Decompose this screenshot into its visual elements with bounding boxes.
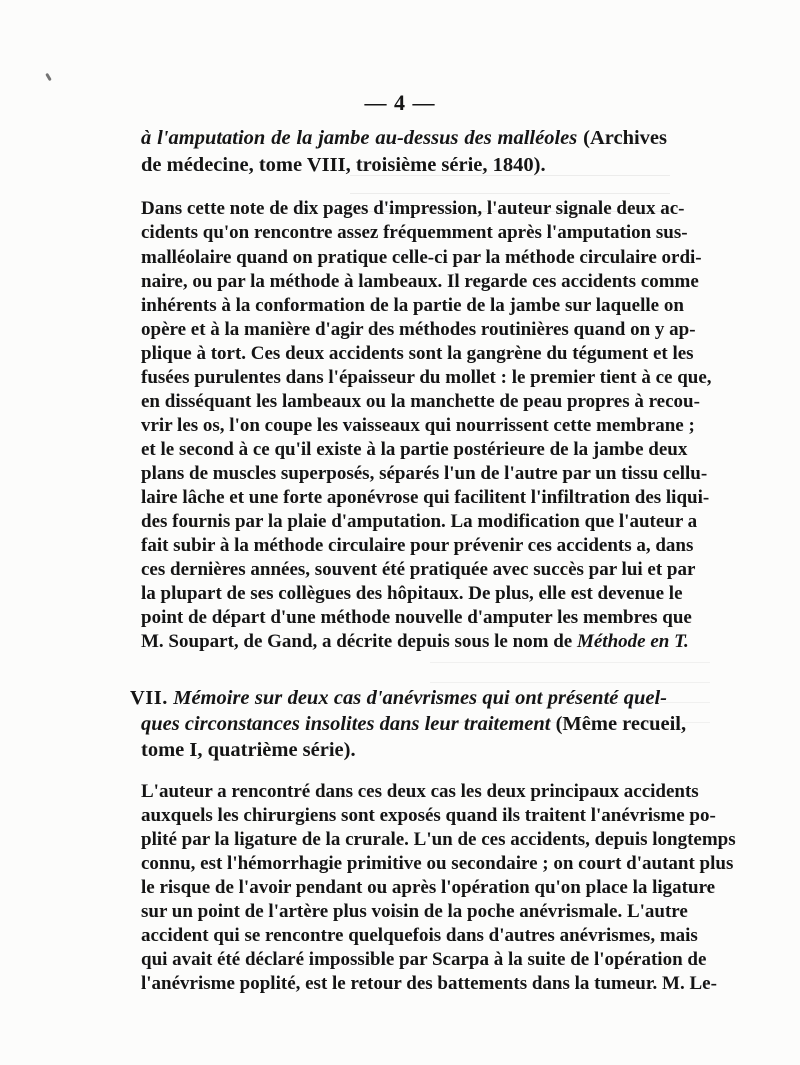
paragraph-1-line: cidents qu'on rencontre assez fréquemment après l'amputation sus- xyxy=(141,222,688,243)
paragraph-1-line: Dans cette note de dix pages d'impression, l'auteur signale deux ac- xyxy=(141,198,685,219)
section-7-title-part-1: Mémoire sur deux cas d'anévrismes qui ont présenté quel- xyxy=(173,687,667,709)
section-7-source-start: (Même recueil, xyxy=(555,713,687,735)
paragraph-1-line: ces dernières années, souvent été pratiquée avec succès par lui et par xyxy=(141,559,696,580)
paragraph-1-line: fusées purulentes dans l'épaisseur du mollet : le premier tient à ce que, xyxy=(141,367,712,388)
paragraph-2-line: auxquels les chirurgiens sont exposés quand ils traitent l'anévrisme po- xyxy=(141,805,716,826)
paragraph-2-line: l'anévrisme poplité, est le retour des battements dans la tumeur. M. Le- xyxy=(141,973,717,994)
paragraph-1-line: la plupart de ses collègues des hôpitaux. De plus, elle est devenue le xyxy=(141,583,683,604)
paragraph-1-line: vrir les os, l'on coupe les vaisseaux qui nourrissent cette membrane ; xyxy=(141,415,695,436)
section-7-heading-line-1 xyxy=(130,688,667,709)
top-entry-italic-title: à l'amputation de la jambe au-dessus des malléoles xyxy=(141,127,578,149)
paragraph-1-line: plans de muscles superposés, séparés l'un de l'autre par un tissu cellu- xyxy=(141,463,708,484)
paragraph-1-line: plique à tort. Ces deux accidents sont la gangrène du tégument et les xyxy=(141,343,694,364)
paragraph-2-line: accident qui se rencontre quelquefois dans d'autres anévrismes, mais xyxy=(141,925,698,946)
top-entry-source-start: (Archives xyxy=(583,127,668,149)
paragraph-1-line: en disséquant les lambeaux ou la manchette de peau propres à recou- xyxy=(141,391,700,412)
paragraph-2-line: le risque de l'avoir pendant ou après l'opération qu'on place la ligature xyxy=(141,877,716,898)
paragraph-2-line: connu, est l'hémorrhagie primitive ou secondaire ; on court d'autant plus xyxy=(141,853,734,874)
top-entry-line-1 xyxy=(141,128,667,149)
section-7-title-part-2: ques circonstances insolites dans leur traitement xyxy=(141,713,551,735)
paragraph-2-line: plité par la ligature de la crurale. L'un de ces accidents, depuis longtemps xyxy=(141,829,736,850)
paragraph-1-final-line xyxy=(141,631,689,652)
page-number: — 4 — xyxy=(364,90,436,115)
method-name: Méthode en T. xyxy=(576,631,689,652)
paragraph-1-line: et le second à ce qu'il existe à la partie postérieure de la jambe deux xyxy=(141,439,688,460)
paragraph-1-line: laire lâche et une forte aponévrose qui facilitent l'infiltration des liqui- xyxy=(141,487,710,508)
paragraph-1-line: fait subir à la méthode circulaire pour prévenir ces accidents a, dans xyxy=(141,535,694,556)
paragraph-1-line: point de départ d'une méthode nouvelle d'amputer les membres que xyxy=(141,607,692,628)
paragraph-2-line: sur un point de l'artère plus voisin de la poche anévrismale. L'autre xyxy=(141,901,688,922)
paragraph-1-line: des fournis par la plaie d'amputation. La modification que l'auteur a xyxy=(141,511,698,532)
paragraph-1-line: opère et à la manière d'agir des méthodes routinières quand on y ap- xyxy=(141,319,696,340)
page-speck xyxy=(45,73,52,81)
paragraph-2-line: L'auteur a rencontré dans ces deux cas les deux principaux accidents xyxy=(141,781,699,802)
paragraph-1-line: naire, ou par la méthode à lambeaux. Il regarde ces accidents comme xyxy=(141,271,699,292)
section-7-heading-line-3: tome I, quatrième série). xyxy=(141,739,356,761)
top-entry-line-2: de médecine, tome VIII, troisième série, 1840). xyxy=(141,154,546,176)
section-number: VII. xyxy=(130,687,168,709)
section-7-heading-line-2 xyxy=(141,713,687,735)
paragraph-2-line: qui avait été déclaré impossible par Scarpa à la suite de l'opération de xyxy=(141,949,707,970)
paragraph-1-line: malléolaire quand on pratique celle-ci par la méthode circulaire ordi- xyxy=(141,247,702,268)
paragraph-1-line: inhérents à la conformation de la partie de la jambe sur laquelle on xyxy=(141,295,684,316)
paragraph-1-final-text: M. Soupart, de Gand, a décrite depuis sous le nom de xyxy=(141,631,577,652)
